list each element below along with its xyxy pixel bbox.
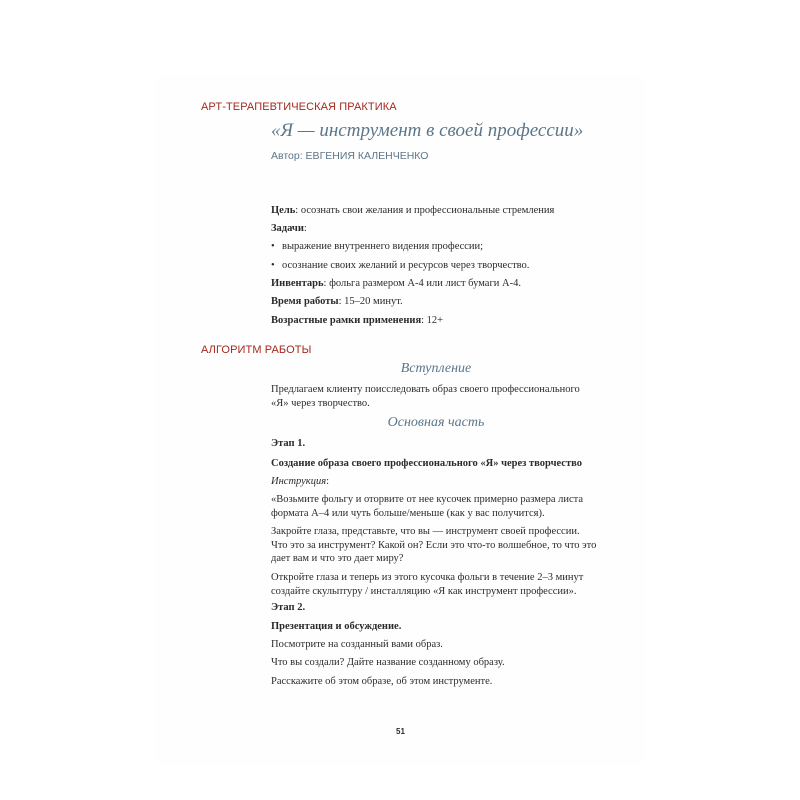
intro-paragraph	[271, 383, 580, 410]
paragraph-1	[271, 493, 583, 520]
instruction-colon: :	[326, 476, 330, 487]
age-line	[271, 314, 443, 328]
time-label: Время работы	[271, 296, 339, 307]
stage1-label-text: Этап 1.	[271, 438, 306, 449]
tasks-label: Задачи	[271, 223, 304, 234]
tasks-line	[271, 222, 307, 236]
stage2-label-text: Этап 2.	[271, 602, 306, 613]
stage2-label	[271, 601, 305, 615]
stage1-title	[271, 457, 582, 471]
stage1-label	[271, 437, 305, 451]
intro-line: «Я» через творчество.	[271, 397, 370, 409]
p1-line: формата А–4 или чуть больше/меньше (как у вас получится).	[271, 507, 545, 519]
p2-line: Закройте глаза, представьте, что вы — инструмент своей профессии.	[271, 526, 580, 537]
age-text: : 12+	[421, 315, 444, 326]
intro-line: Предлагаем клиенту поисследовать образ своего профессионального	[271, 384, 580, 395]
p3-line: создайте скульптуру / инсталляцию «Я как инструмент профессии».	[271, 585, 577, 597]
age-label: Возрастные рамки применения	[271, 315, 422, 326]
page-number: 51	[396, 727, 405, 736]
stage2-title-text: Презентация и обсуждение.	[271, 621, 402, 632]
task-item: • осознание своих желаний и ресурсов через творчество.	[282, 259, 529, 273]
time-line	[271, 295, 403, 309]
tasks-colon: :	[303, 223, 307, 234]
inventory-label: Инвентарь	[271, 278, 324, 289]
stage2-line: Расскажите об этом образе, об этом инструменте.	[271, 676, 493, 687]
stage2-title	[271, 620, 401, 634]
inventory-line	[271, 277, 521, 291]
goal-text: : осознать свои желания и профессиональные стремления	[295, 205, 555, 216]
goal-line	[271, 204, 554, 218]
article-title: «Я — инструмент в своей профессии»	[271, 120, 584, 141]
stage2-line: Посмотрите на созданный вами образ.	[271, 639, 443, 650]
paragraph-3	[271, 571, 583, 598]
section-label: АРТ-ТЕРАПЕВТИЧЕСКАЯ ПРАКТИКА	[201, 101, 397, 113]
algorithm-label: АЛГОРИТМ РАБОТЫ	[201, 344, 312, 356]
main-heading: Основная часть	[387, 415, 485, 430]
instruction-line	[271, 475, 329, 489]
task-item: • выражение внутреннего видения профессии;	[282, 240, 483, 254]
goal-label: Цель	[271, 205, 296, 216]
p2-line: дает вам и что это дает миру?	[271, 553, 404, 564]
time-text: : 15–20 минут.	[338, 296, 403, 307]
instruction-label: Инструкция	[271, 476, 327, 487]
p1-line: «Возьмите фольгу и оторвите от нее кусочек примерно размера листа	[271, 494, 584, 505]
author-line: Автор: ЕВГЕНИЯ КАЛЕНЧЕНКО	[271, 150, 429, 162]
stage1-title-text: Создание образа своего профессионального «Я» через творчество	[271, 458, 582, 469]
p3-line: Откройте глаза и теперь из этого кусочка фольги в течение 2–3 минут	[271, 572, 584, 583]
intro-heading: Вступление	[400, 361, 472, 376]
inventory-text: : фольга размером А-4 или лист бумаги А-4.	[323, 278, 521, 289]
stage2-line: Что вы создали? Дайте название созданному образу.	[271, 657, 505, 668]
p2-line: Что это за инструмент? Какой он? Если это что-то волшебное, то что это	[271, 539, 597, 551]
paragraph-2	[271, 525, 596, 566]
